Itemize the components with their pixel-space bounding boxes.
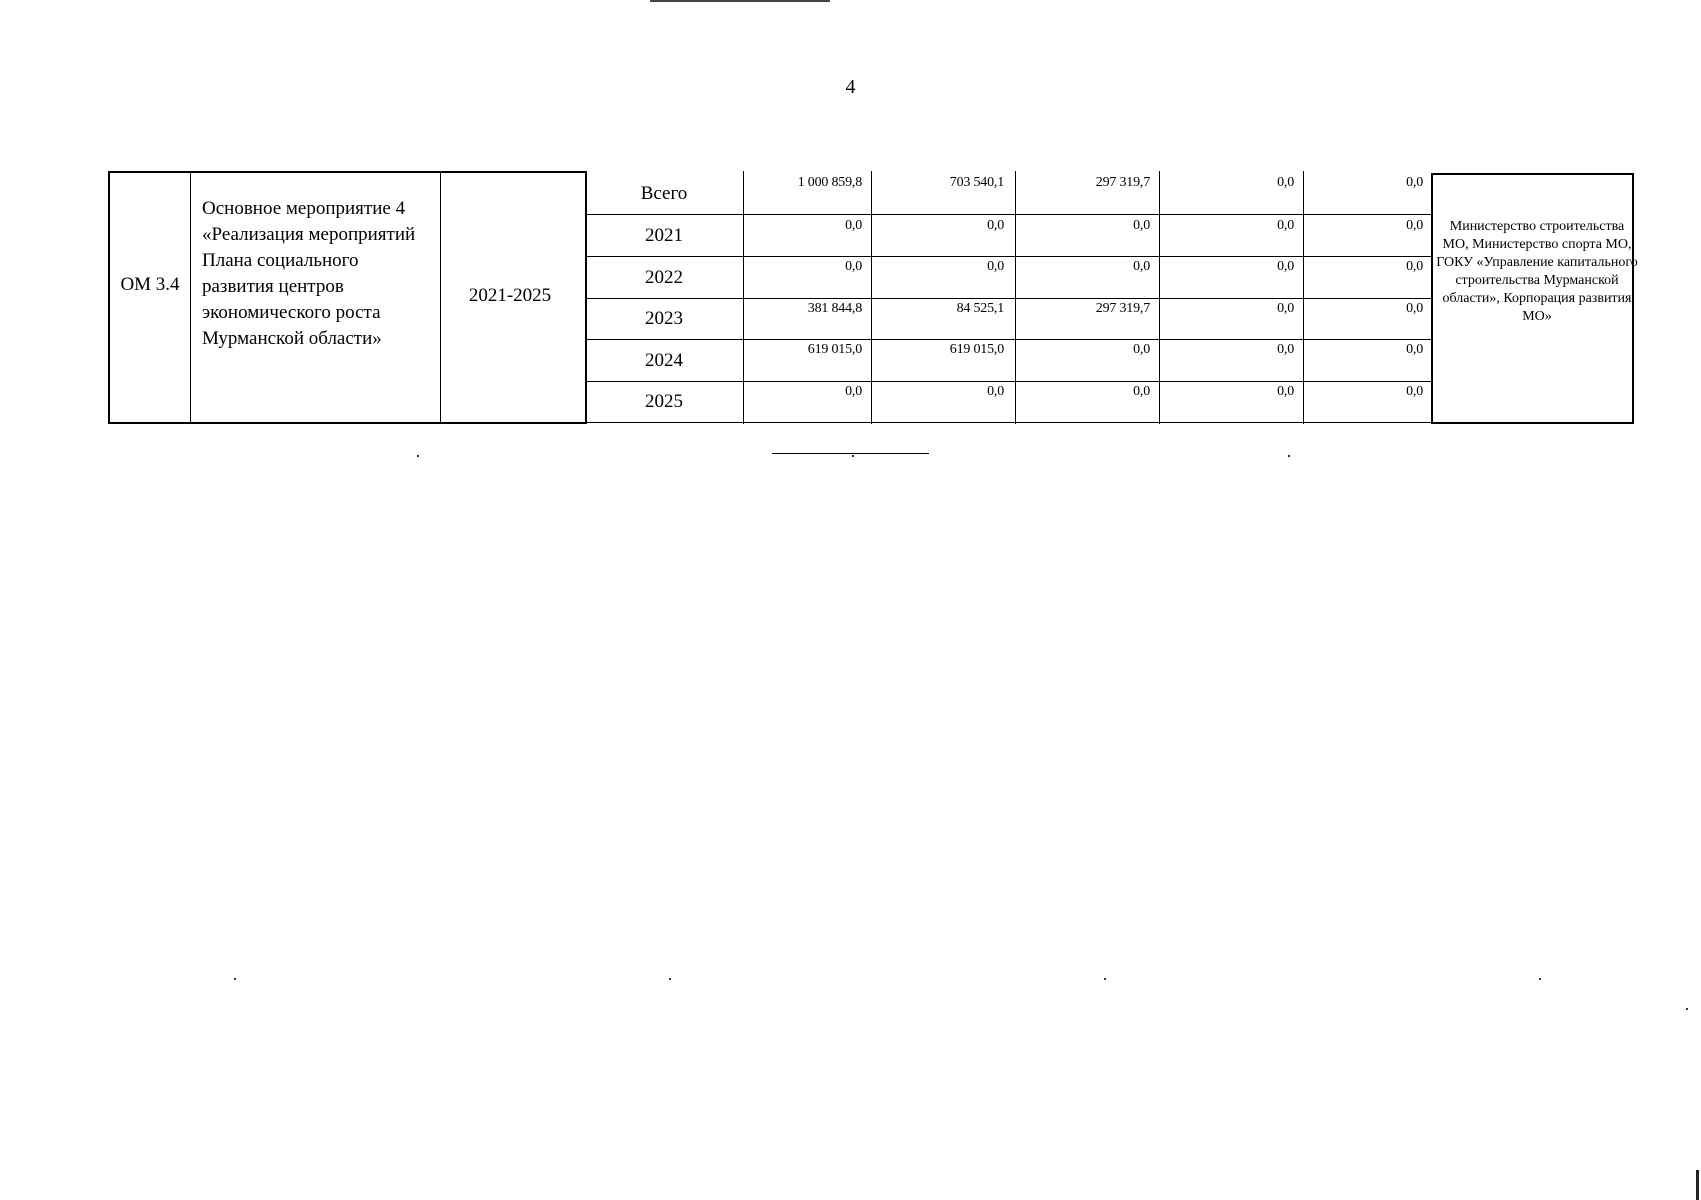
value-local: 0,0 <box>1277 342 1294 357</box>
row-year: Всего <box>640 183 688 204</box>
scan-dot <box>1288 455 1290 457</box>
row-divider <box>585 381 1433 382</box>
row-year: 2022 <box>645 267 683 288</box>
value-regional: 0,0 <box>1133 384 1150 399</box>
value-other: 0,0 <box>1406 175 1423 190</box>
row-year: 2025 <box>645 391 683 412</box>
value-total: 0,0 <box>845 384 862 399</box>
scan-dot <box>1539 978 1541 980</box>
value-other: 0,0 <box>1406 218 1423 233</box>
row-divider <box>585 339 1433 340</box>
value-regional: 297 319,7 <box>1095 175 1150 190</box>
row-divider <box>585 214 1433 215</box>
value-local: 0,0 <box>1277 175 1294 190</box>
scan-edge-mark <box>1696 1170 1699 1200</box>
value-local: 0,0 <box>1277 218 1294 233</box>
value-regional: 0,0 <box>1133 342 1150 357</box>
scan-dot <box>234 978 236 980</box>
end-of-table-rule <box>772 453 929 454</box>
page-number: 4 <box>845 76 856 98</box>
scan-dot <box>1686 1008 1688 1010</box>
row-divider <box>585 422 1433 423</box>
value-total: 619 015,0 <box>807 342 862 357</box>
value-local: 0,0 <box>1277 384 1294 399</box>
value-federal: 703 540,1 <box>949 175 1004 190</box>
value-total: 1 000 859,8 <box>797 175 862 190</box>
row-divider <box>585 256 1433 257</box>
measure-code: ОМ 3.4 <box>120 274 180 295</box>
value-federal: 0,0 <box>987 384 1004 399</box>
value-local: 0,0 <box>1277 259 1294 274</box>
value-local: 0,0 <box>1277 301 1294 316</box>
scan-dot <box>852 455 854 457</box>
value-other: 0,0 <box>1406 342 1423 357</box>
measure-name: Основное мероприятие 4 «Реализация мероприятий Плана социального развития центров экономического роста Мурманской области» <box>202 198 416 349</box>
value-total: 0,0 <box>845 218 862 233</box>
value-regional: 0,0 <box>1133 259 1150 274</box>
value-total: 0,0 <box>845 259 862 274</box>
row-year: 2021 <box>645 225 683 246</box>
row-divider <box>585 298 1433 299</box>
value-federal: 0,0 <box>987 218 1004 233</box>
value-total: 381 844,8 <box>807 301 862 316</box>
value-federal: 0,0 <box>987 259 1004 274</box>
scan-artifact-line <box>650 0 830 2</box>
value-regional: 0,0 <box>1133 218 1150 233</box>
measure-period: 2021-2025 <box>468 285 552 306</box>
scan-dot <box>1104 978 1106 980</box>
value-regional: 297 319,7 <box>1095 301 1150 316</box>
row-year: 2023 <box>645 308 683 329</box>
value-federal: 84 525,1 <box>956 301 1004 316</box>
row-year: 2024 <box>645 350 683 371</box>
value-other: 0,0 <box>1406 301 1423 316</box>
scan-dot <box>417 455 419 457</box>
col-divider <box>190 171 191 424</box>
value-federal: 619 015,0 <box>949 342 1004 357</box>
scan-dot <box>669 978 671 980</box>
value-other: 0,0 <box>1406 259 1423 274</box>
value-other: 0,0 <box>1406 384 1423 399</box>
responsible-executors: Министерство строительства МО, Министерство спорта МО, ГОКУ «Управление капитального строительства Мурманской области», Корпорация развития МО» <box>1436 219 1638 324</box>
